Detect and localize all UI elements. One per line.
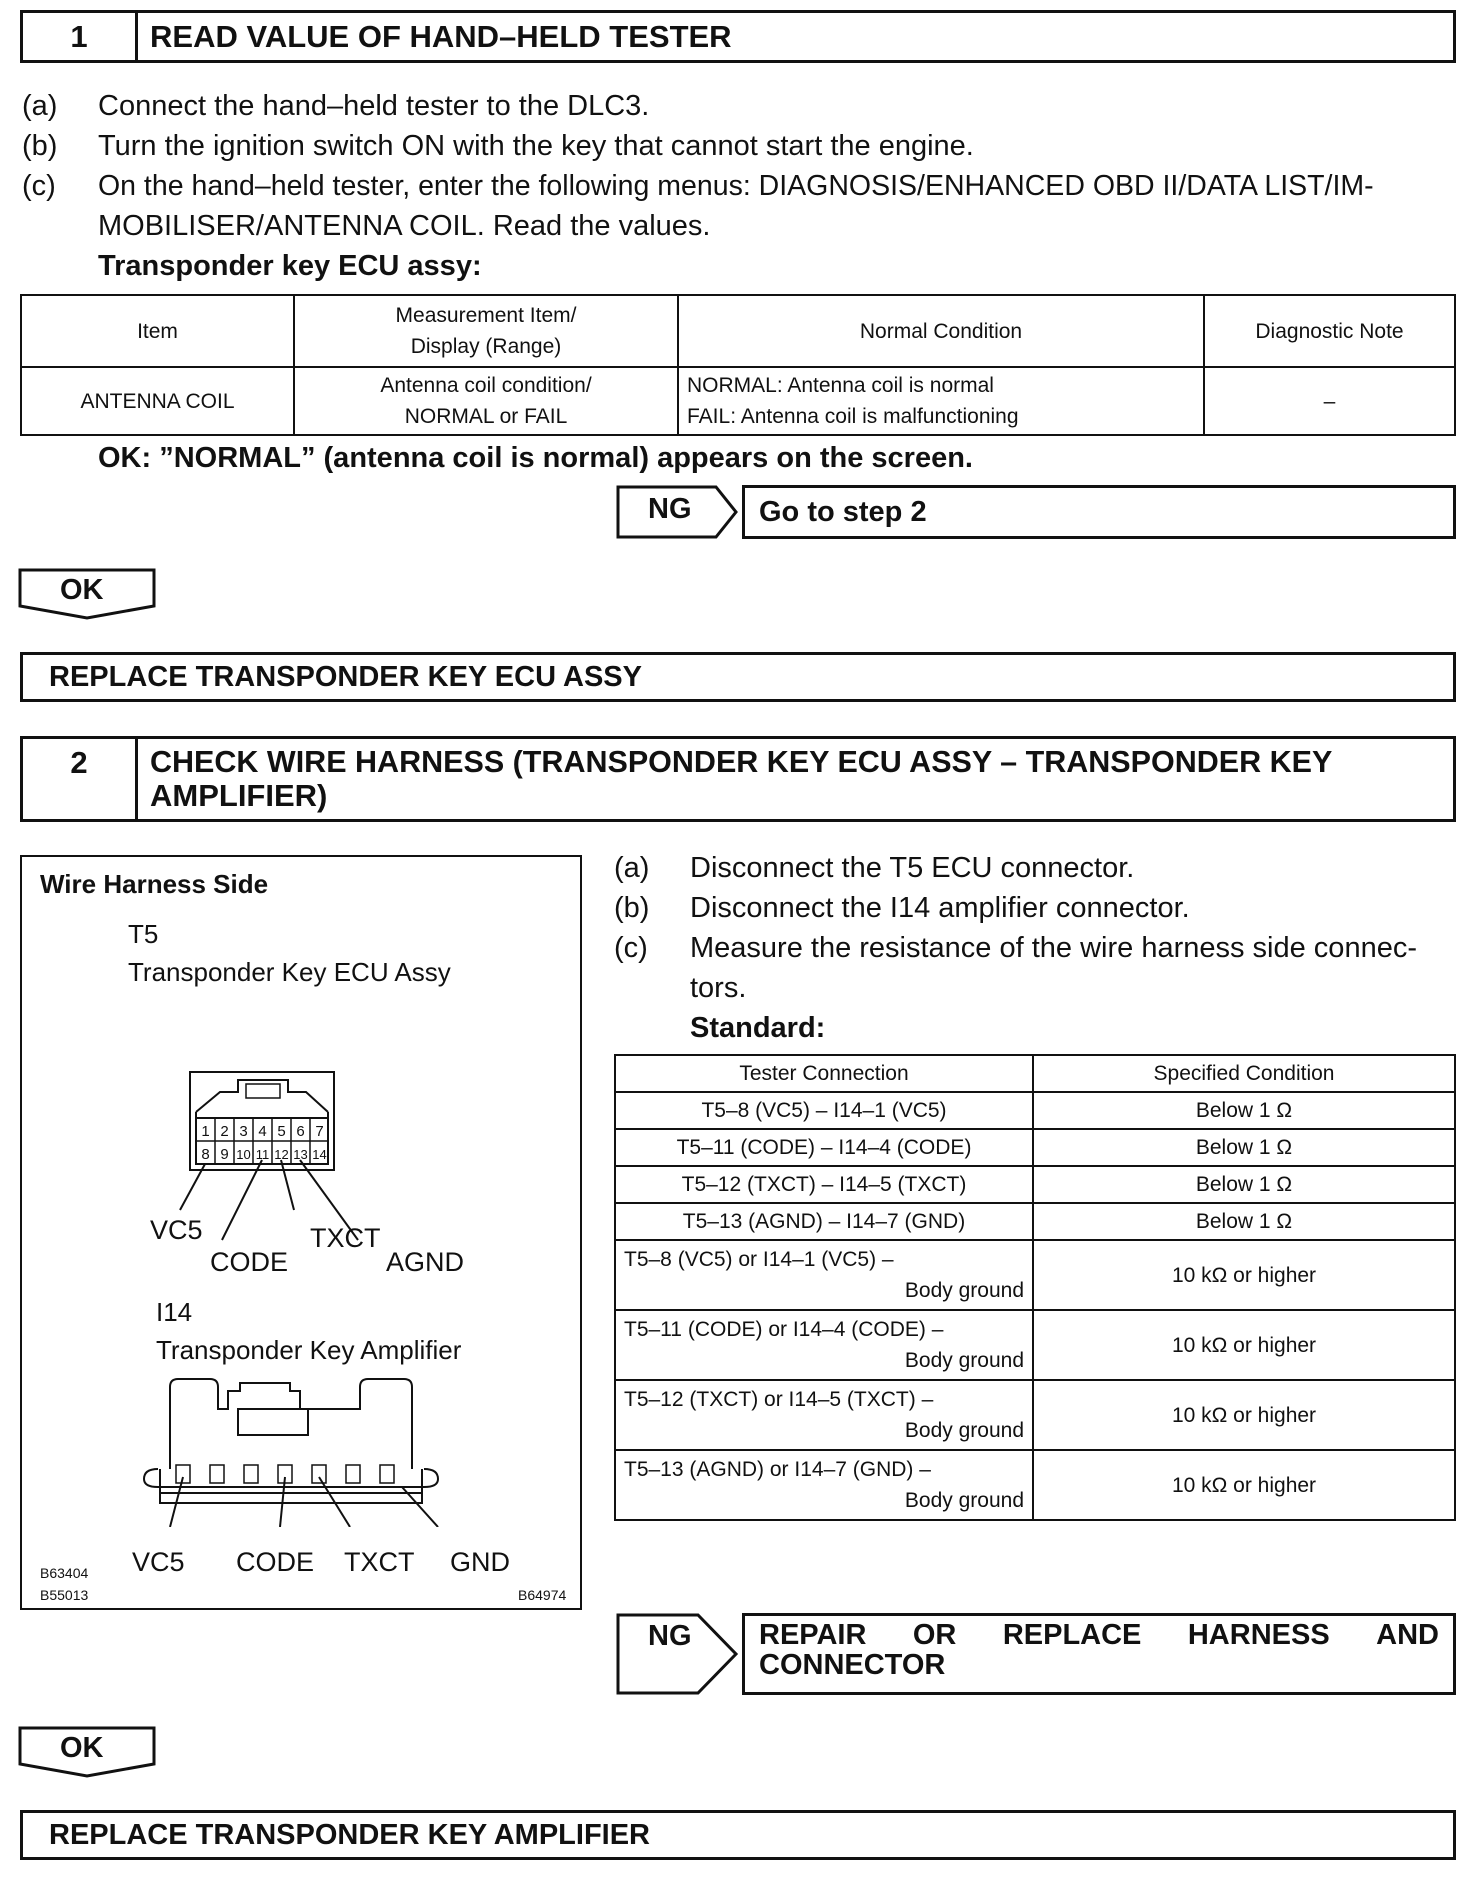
ng-word: AND xyxy=(1376,1619,1439,1651)
i14-connector-drawing xyxy=(140,1377,520,1527)
t5-pin-14: 14 xyxy=(312,1147,327,1162)
table-row xyxy=(615,1240,1455,1310)
t5-pin-10: 10 xyxy=(236,1147,251,1162)
figure-code-a: B63404 xyxy=(40,1565,89,1581)
cell-connection-line1: T5–12 (TXCT) or I14–5 (TXCT) – xyxy=(624,1388,934,1411)
step2-c-text-cont: tors. xyxy=(690,972,747,1004)
table-header-row xyxy=(615,1055,1455,1092)
cell-connection-line1: T5–13 (AGND) or I14–7 (GND) – xyxy=(624,1458,931,1481)
t5-label-txct: TXCT xyxy=(310,1223,381,1253)
step2-ok-label: OK xyxy=(60,1732,104,1764)
step2-ng-action-line1 xyxy=(759,1620,1439,1650)
t5-pin-4: 4 xyxy=(258,1123,267,1140)
header-normal-condition: Normal Condition xyxy=(678,295,1204,367)
cell-connection xyxy=(615,1450,1033,1520)
cell-connection-line1: T5–11 (CODE) or I14–4 (CODE) – xyxy=(624,1318,944,1341)
table-row xyxy=(615,1092,1455,1129)
step1-c-text: On the hand–held tester, enter the following menus: DIAGNOSIS/ENHANCED OBD II/DATA LIST/IM- xyxy=(98,170,1374,202)
cell-condition: 10 kΩ or higher xyxy=(1033,1240,1455,1310)
step1-ok-label: OK xyxy=(60,574,104,606)
step1-data-table xyxy=(20,294,1456,436)
conn2-name: Transponder Key Amplifier xyxy=(156,1335,462,1365)
i14-label-code: CODE xyxy=(236,1547,315,1577)
cell-condition: Below 1 Ω xyxy=(1033,1166,1455,1203)
step2-a-label: (a) xyxy=(614,852,650,884)
cell-connection xyxy=(615,1240,1033,1310)
step1-b-label: (b) xyxy=(22,130,58,162)
t5-label-agnd: AGND xyxy=(386,1247,465,1277)
cell-condition: Below 1 Ω xyxy=(1033,1203,1455,1240)
step2-ng-action xyxy=(742,1613,1456,1695)
t5-pin-8: 8 xyxy=(201,1146,210,1163)
t5-pin-13: 13 xyxy=(293,1147,308,1162)
step1-number: 1 xyxy=(23,13,138,60)
header-measurement xyxy=(294,295,678,367)
header-tester-connection: Tester Connection xyxy=(615,1055,1033,1092)
step2-header xyxy=(20,736,1456,822)
cell-measurement-line2: NORMAL or FAIL xyxy=(404,405,568,428)
cell-connection-line1: T5–8 (VC5) or I14–1 (VC5) – xyxy=(624,1248,894,1271)
step2-ng-label: NG xyxy=(648,1620,692,1652)
table-row xyxy=(615,1450,1455,1520)
cell-normal-line1: NORMAL: Antenna coil is normal xyxy=(687,374,994,397)
diagram-heading: Wire Harness Side xyxy=(40,869,269,899)
conn2-id: I14 xyxy=(156,1297,193,1327)
i14-label-gnd: GND xyxy=(450,1547,510,1577)
cell-condition: 10 kΩ or higher xyxy=(1033,1380,1455,1450)
cell-condition: Below 1 Ω xyxy=(1033,1129,1455,1166)
cell-connection: T5–13 (AGND) – I14–7 (GND) xyxy=(615,1203,1033,1240)
step2-result: REPLACE TRANSPONDER KEY AMPLIFIER xyxy=(20,1810,1456,1860)
t5-pin-12: 12 xyxy=(274,1147,289,1162)
step1-header xyxy=(20,10,1456,63)
cell-condition: 10 kΩ or higher xyxy=(1033,1310,1455,1380)
t5-pin-9: 9 xyxy=(220,1146,229,1163)
t5-label-code: CODE xyxy=(210,1247,289,1277)
table-row xyxy=(615,1380,1455,1450)
t5-connector-drawing xyxy=(162,1070,422,1310)
cell-condition: 10 kΩ or higher xyxy=(1033,1450,1455,1520)
step1-ng-label: NG xyxy=(648,493,692,525)
table-header-row xyxy=(21,295,1455,367)
step1-ng-action: Go to step 2 xyxy=(742,485,1456,539)
i14-label-vc5: VC5 xyxy=(132,1547,185,1577)
cell-connection-line2: Body ground xyxy=(904,1419,1024,1442)
step1-subheading: Transponder key ECU assy: xyxy=(98,250,482,282)
ng-word: REPAIR xyxy=(759,1619,867,1651)
cell-connection-line2: Body ground xyxy=(904,1279,1024,1302)
t5-pin-5: 5 xyxy=(277,1123,286,1140)
table-row xyxy=(615,1203,1455,1240)
cell-connection xyxy=(615,1310,1033,1380)
header-specified-condition: Specified Condition xyxy=(1033,1055,1455,1092)
step2-number: 2 xyxy=(23,739,138,819)
table-row xyxy=(615,1166,1455,1203)
cell-condition: Below 1 Ω xyxy=(1033,1092,1455,1129)
t5-pin-7: 7 xyxy=(315,1123,324,1140)
step2-c-text: Measure the resistance of the wire harness side connec- xyxy=(690,932,1417,964)
step1-a-label: (a) xyxy=(22,90,58,122)
header-measurement-line2: Display (Range) xyxy=(410,335,562,358)
t5-pin-11: 11 xyxy=(255,1147,270,1162)
header-item: Item xyxy=(21,295,294,367)
cell-diagnostic-note: – xyxy=(1204,367,1455,435)
t5-pin-6: 6 xyxy=(296,1123,305,1140)
step1-title: READ VALUE OF HAND–HELD TESTER xyxy=(150,18,732,54)
step2-title xyxy=(138,739,1344,819)
cell-normal-line2: FAIL: Antenna coil is malfunctioning xyxy=(687,405,1019,428)
figure-code-c: B64974 xyxy=(518,1587,567,1603)
step1-c-label: (c) xyxy=(22,170,56,202)
cell-connection xyxy=(615,1380,1033,1450)
table-row xyxy=(615,1129,1455,1166)
cell-connection: T5–12 (TXCT) – I14–5 (TXCT) xyxy=(615,1166,1033,1203)
cell-connection: T5–11 (CODE) – I14–4 (CODE) xyxy=(615,1129,1033,1166)
header-diagnostic-note: Diagnostic Note xyxy=(1204,295,1455,367)
step2-c-label: (c) xyxy=(614,932,648,964)
ng-word: REPLACE xyxy=(1002,1619,1142,1651)
step2-spec-table xyxy=(614,1054,1456,1521)
table-row xyxy=(21,367,1455,435)
step1-ok-note: OK: ”NORMAL” (antenna coil is normal) appears on the screen. xyxy=(98,442,973,474)
cell-measurement-line1: Antenna coil condition/ xyxy=(380,374,592,397)
cell-connection-line2: Body ground xyxy=(904,1489,1024,1512)
step2-a-text: Disconnect the T5 ECU connector. xyxy=(690,852,1135,884)
cell-measurement xyxy=(294,367,678,435)
cell-item: ANTENNA COIL xyxy=(21,367,294,435)
t5-label-vc5: VC5 xyxy=(150,1215,203,1245)
step2-b-text: Disconnect the I14 amplifier connector. xyxy=(690,892,1190,924)
figure-code-b: B55013 xyxy=(40,1587,89,1603)
step2-ng-action-line2: CONNECTOR xyxy=(759,1649,946,1681)
t5-pin-1: 1 xyxy=(201,1123,210,1140)
i14-label-txct: TXCT xyxy=(344,1547,415,1577)
t5-pin-3: 3 xyxy=(239,1123,248,1140)
table-row xyxy=(615,1310,1455,1380)
wire-harness-diagram xyxy=(20,855,582,1610)
cell-connection-line2: Body ground xyxy=(904,1349,1024,1372)
conn1-name: Transponder Key ECU Assy xyxy=(128,957,451,987)
step2-b-label: (b) xyxy=(614,892,650,924)
step1-b-text: Turn the ignition switch ON with the key that cannot start the engine. xyxy=(98,130,974,162)
ng-word: OR xyxy=(912,1619,957,1651)
header-measurement-line1: Measurement Item/ xyxy=(395,304,577,327)
ng-word: HARNESS xyxy=(1187,1619,1330,1651)
step2-title-line1: CHECK WIRE HARNESS (TRANSPONDER KEY ECU ASSY – TRANSPONDER KEY xyxy=(150,745,1333,779)
step1-result: REPLACE TRANSPONDER KEY ECU ASSY xyxy=(20,652,1456,702)
step1-a-text: Connect the hand–held tester to the DLC3. xyxy=(98,90,650,122)
t5-pin-2: 2 xyxy=(220,1123,229,1140)
step1-c-text-cont: MOBILISER/ANTENNA COIL. Read the values. xyxy=(98,210,711,242)
step2-title-line2: AMPLIFIER) xyxy=(150,778,328,813)
cell-connection: T5–8 (VC5) – I14–1 (VC5) xyxy=(615,1092,1033,1129)
step2-standard-label: Standard: xyxy=(690,1012,826,1044)
conn1-id: T5 xyxy=(128,919,159,949)
cell-normal-condition xyxy=(678,367,1204,435)
